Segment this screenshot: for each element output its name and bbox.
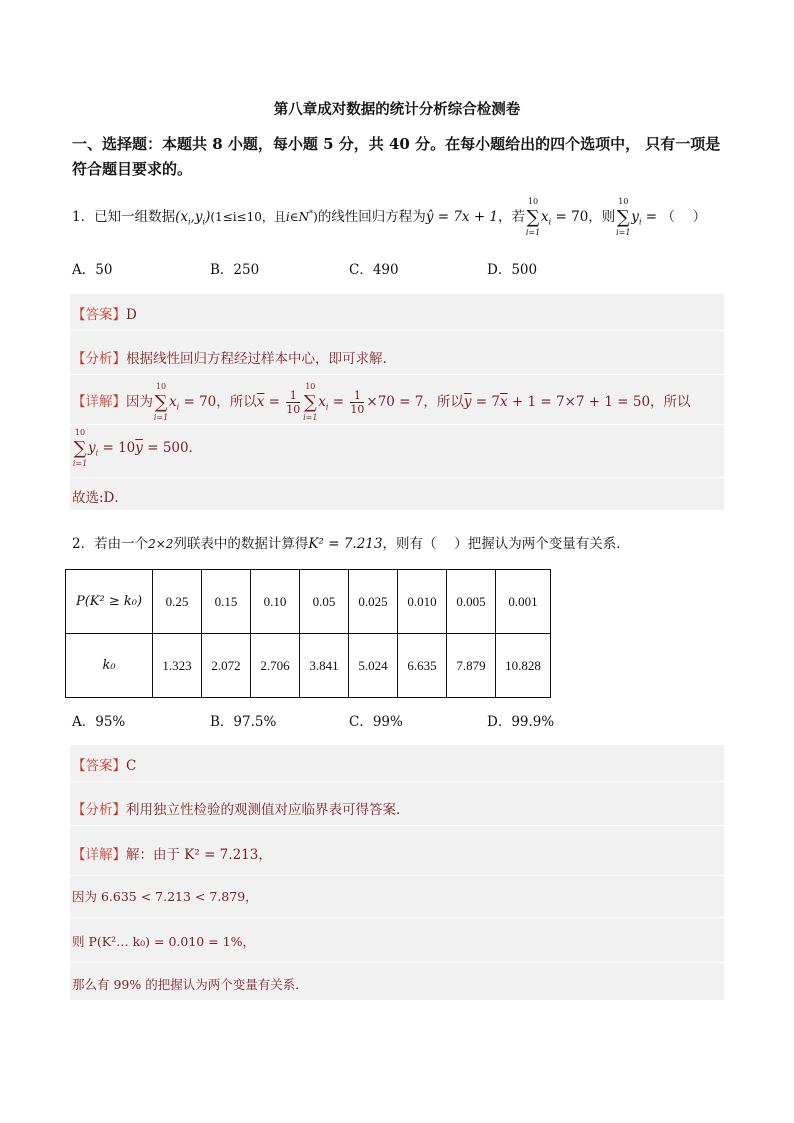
- q1-tail: = （ ）: [641, 209, 707, 225]
- option-a[interactable]: A．95%: [72, 714, 126, 730]
- question-2-stem: 2．若由一个2×2列联表中的数据计算得K² = 7.213，则有（ ）把握认为两个变量有关系．: [72, 536, 630, 552]
- q1-condition: (1≤i≤10，且i∈N*): [210, 209, 318, 224]
- table-cell: 0.05: [300, 570, 349, 634]
- table-cell: 0.25: [153, 570, 202, 634]
- q1-conclusion: 故选:D．: [72, 490, 128, 506]
- q2-answer-block: [70, 745, 724, 1000]
- q1-answer: 【答案】D: [72, 307, 137, 323]
- option-d[interactable]: D．500: [487, 262, 538, 278]
- option-b[interactable]: B．97.5%: [210, 714, 277, 730]
- table-cell: 6.635: [398, 634, 447, 698]
- q2-detail-line3: 则 P(K²… k₀) = 0.010 = 1%，: [72, 934, 256, 949]
- q2-analysis: 【分析】利用独立性检验的观测值对应临界表可得答案．: [72, 802, 410, 818]
- q1-stem-text-c: ，若: [498, 209, 526, 225]
- option-b[interactable]: B．250: [210, 262, 260, 278]
- option-d[interactable]: D．99.9%: [487, 714, 555, 730]
- q1-stem-text-b: 的线性回归方程为: [317, 209, 426, 225]
- q1-detail-line2: 10 ∑ i=1 $y_i = 10\overline{y} = 500$．: [72, 427, 203, 468]
- option-c[interactable]: C．99%: [349, 714, 403, 730]
- option-c[interactable]: C．490: [349, 262, 399, 278]
- q1-sum-x: x: [541, 209, 549, 225]
- page-title: 第八章成对数据的统计分析综合检测卷: [273, 101, 521, 118]
- q2-conclusion: 那么有 99% 的把握认为两个变量有关系．: [72, 977, 308, 992]
- table-cell: 0.10: [251, 570, 300, 634]
- q1-sum-y: y: [631, 209, 639, 225]
- q2-detail: 【详解】解：由于 K² = 7.213，: [72, 847, 272, 863]
- table-row: [66, 634, 551, 698]
- option-a[interactable]: A．50: [72, 262, 113, 278]
- table-row-label: k₀: [66, 634, 153, 698]
- q1-detail: 【详解】因为 10 ∑ i=1 $x_i = 70$，所以$\overline{x}$ = $\frac{1}{10}$ 10 ∑ i=1 $x_i$ = $\frac{1}{10}$ ×70 = 7，所以$\overline{y} = 7\overline{x} + 1 = 7\times 7 + 1 = 50$，所以: [72, 381, 691, 422]
- critical-value-table: [65, 569, 551, 698]
- sigma-symbol: 10 ∑ i=1: [616, 196, 631, 237]
- q1-stem-text-d: ，则: [588, 209, 616, 225]
- question-1-stem: 1．已知一组数据$(x_i,y_i)(1\le i\le 10$，且i∈N*)的线性回归方程为ŷ = 7x + 1，若 10 ∑ i=1 $x_i = 70$，则 10 ∑ i=1 $y_i$ = （ ）: [72, 196, 707, 237]
- table-cell: 10.828: [496, 634, 551, 698]
- section-heading: 一、选择题：本题共 8 小题，每小题 5 分，共 40 分。在每小题给出的四个选项中， 只有一项是符合题目要求的。: [72, 135, 721, 178]
- table-cell: 1.323: [153, 634, 202, 698]
- sigma-symbol: 10 ∑ i=1: [525, 196, 541, 237]
- q2-answer: 【答案】C: [72, 758, 137, 774]
- q1-eq70: = 70: [551, 209, 589, 225]
- table-cell: 3.841: [300, 634, 349, 698]
- table-cell: 0.15: [202, 570, 251, 634]
- q1-answer-block: [70, 294, 724, 510]
- q1-stem-text: 1．已知一组数据: [72, 209, 176, 225]
- table-cell: 7.879: [447, 634, 496, 698]
- table-cell: 0.005: [447, 570, 496, 634]
- table-row: [66, 570, 551, 634]
- table-row-label: P(K² ≥ k₀): [66, 570, 153, 634]
- table-cell: 0.001: [496, 570, 551, 634]
- table-cell: 2.072: [202, 634, 251, 698]
- table-cell: 2.706: [251, 634, 300, 698]
- table-cell: 0.025: [349, 570, 398, 634]
- table-cell: 5.024: [349, 634, 398, 698]
- q2-detail-line2: 因为 6.635 < 7.213 < 7.879，: [72, 889, 258, 904]
- table-cell: 0.010: [398, 570, 447, 634]
- q1-analysis: 【分析】根据线性回归方程经过样本中心，即可求解.: [72, 351, 387, 367]
- q1-regression-eq: ŷ = 7x + 1: [425, 209, 499, 225]
